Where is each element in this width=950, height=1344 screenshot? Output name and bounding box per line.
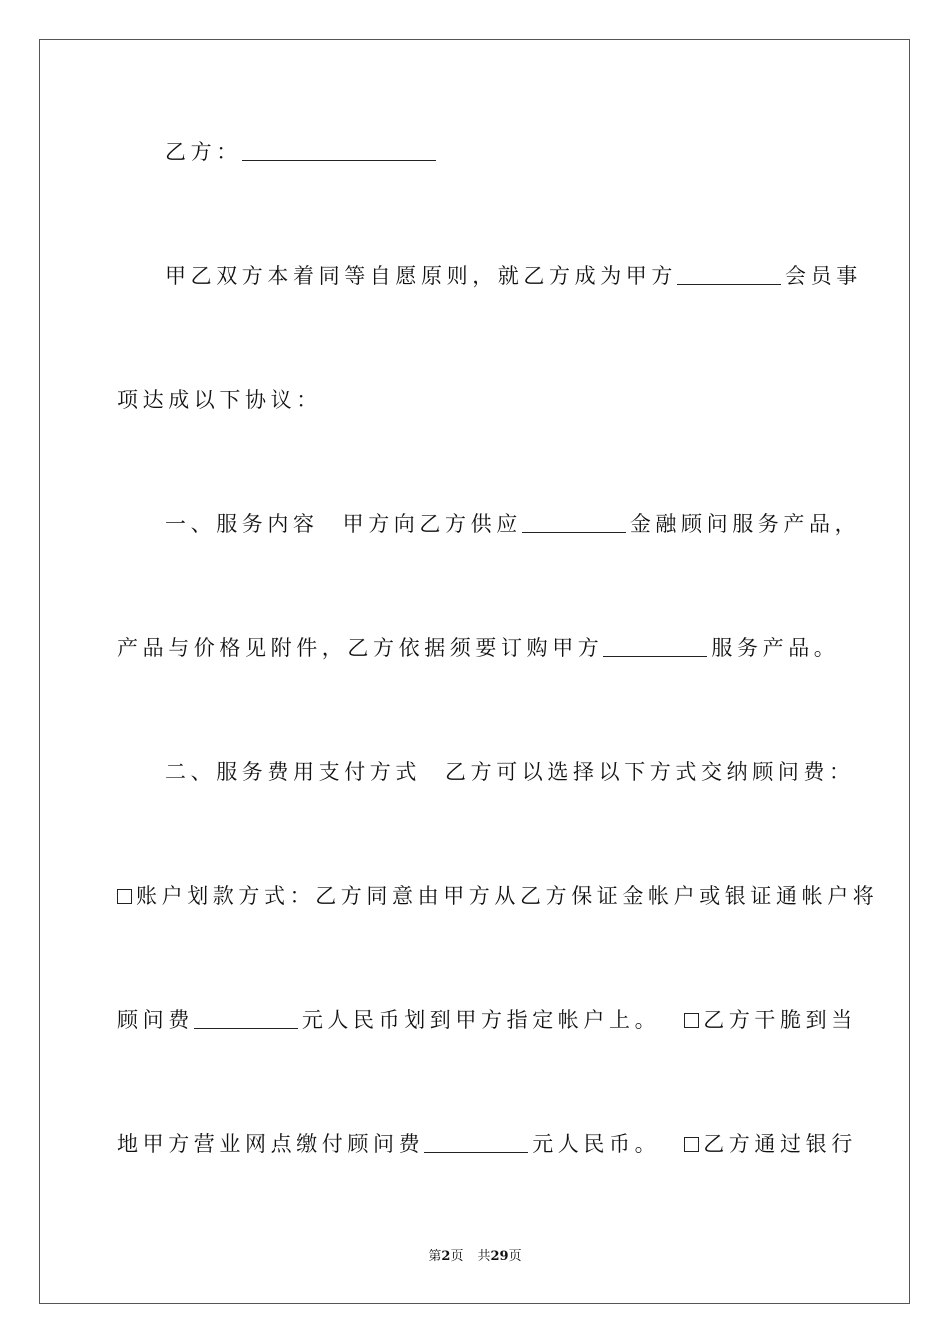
option-1-blank[interactable] [194,1008,298,1029]
section-1-text-b: 金融顾问服务产品， [629,512,861,536]
option-2-text-b: 地甲方营业网点缴付顾问费 [117,1132,425,1156]
option-line-3 [117,1130,857,1158]
option-1-checkbox[interactable] [117,889,132,904]
option-2-text: 乙方干脆到当 [703,1008,857,1032]
section-1-blank-1[interactable] [522,512,626,533]
page-border [39,39,910,1304]
section-1-line-1 [165,510,885,538]
intro-line-1 [165,262,885,290]
option-1-text-b: 顾问费 [117,1008,194,1032]
footer-page-prefix: 第 [428,1249,442,1264]
section-2-text: 乙方可以选择以下方式交纳顾问费： [445,760,855,784]
party-b-line [165,138,885,166]
option-3-checkbox[interactable] [684,1137,699,1152]
option-3-text: 乙方通过银行 [703,1132,857,1156]
option-2-text-c: 元人民币。 [532,1132,661,1156]
page-footer [0,1248,950,1266]
option-1-text-c: 元人民币划到甲方指定帐户上。 [301,1008,661,1032]
party-b-label: 乙方： [165,140,242,164]
section-2-line-1 [165,758,885,786]
intro-text-b: 会员事 [785,264,862,288]
section-1-blank-2[interactable] [603,636,707,657]
party-b-blank[interactable] [242,140,436,161]
option-line-2 [117,1006,857,1034]
option-1-text: 账户划款方式：乙方同意由甲方从乙方保证金帐户或银证通帐户将 [136,884,879,908]
intro-line-2 [117,386,837,414]
section-1-text-c: 产品与价格见附件，乙方依据须要订购甲方 [117,636,604,660]
section-2-heading: 二、服务费用支付方式 [165,760,421,784]
section-1-text-a: 甲方向乙方供应 [342,512,522,536]
footer-page-number: 2 [441,1249,451,1264]
intro-blank[interactable] [677,264,781,285]
option-2-checkbox[interactable] [684,1013,699,1028]
footer-total-suffix: 页 [508,1249,522,1264]
section-1-line-2 [117,634,840,662]
footer-page-suffix: 页 [450,1249,464,1264]
section-1-heading: 一、服务内容 [165,512,319,536]
footer-total-prefix: 共 [477,1249,491,1264]
footer-total-pages: 29 [490,1249,509,1264]
section-1-text-d: 服务产品。 [711,636,840,660]
intro-text-c: 项达成以下协议： [117,388,322,412]
option-1-line-1 [117,882,879,910]
option-2-blank[interactable] [424,1132,528,1153]
intro-text-a: 甲乙双方本着同等自愿原则，就乙方成为甲方 [165,264,677,288]
